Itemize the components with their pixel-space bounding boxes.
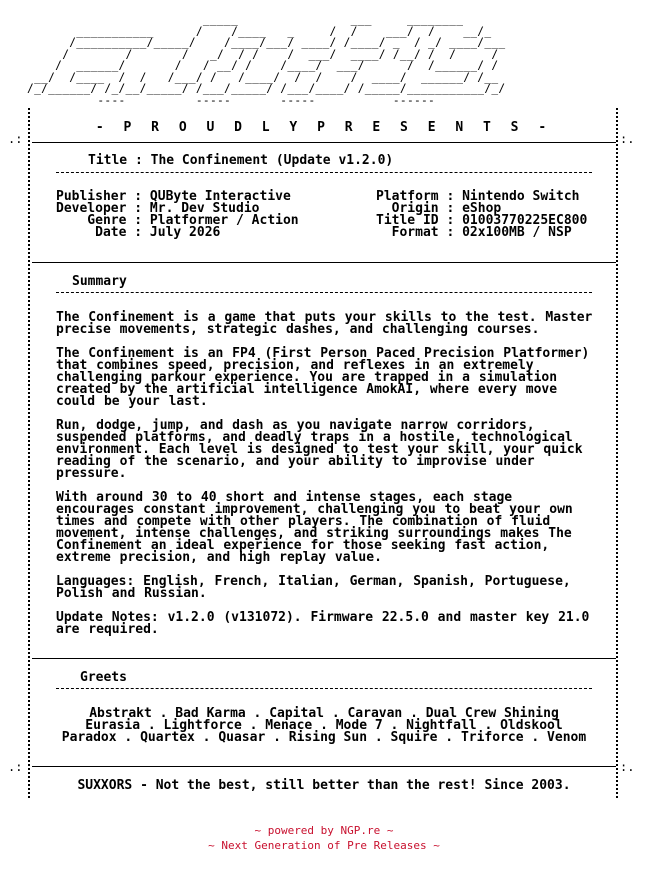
summary-paragraph: With around 30 to 40 short and intense stages, each stage encourages constant improvement, challenging you to beat your own times and compete with other players. The combination of fluid movement, intense challenges, and striking surroundings makes The Confinement an ideal experience for those seeking fast action, extreme precision, and high replay value. <box>56 490 573 565</box>
info-right-2: Title ID : 01003770225EC800 <box>376 213 588 228</box>
group-footer: SUXXORS - Not the best, still better than the rest! Since 2003. <box>77 778 571 793</box>
dashed-divider <box>56 172 592 173</box>
powered-by-link[interactable]: ~ powered by NGP.re ~ <box>254 824 394 837</box>
group-logo-ascii-art <box>20 14 630 108</box>
greets-line: Abstrakt . Bad Karma . Capital . Caravan . Dual Crew Shining <box>89 706 559 721</box>
divider <box>32 658 616 659</box>
dashed-divider <box>56 292 592 293</box>
info-left-0: Publisher : QUByte Interactive <box>56 189 291 204</box>
info-right-0: Platform : Nintendo Switch <box>376 189 580 204</box>
languages-paragraph: Languages: English, French, Italian, German, Spanish, Portuguese, Polish and Russian. <box>56 574 571 601</box>
right-dots-top: :. <box>620 132 635 146</box>
dashed-divider <box>56 688 592 689</box>
left-border <box>28 108 32 798</box>
right-border <box>616 108 620 798</box>
greets-line: Eurasia . Lightforce . Menace . Mode 7 . Nightfall . Oldskool <box>85 718 563 733</box>
powered-tagline: ~ Next Generation of Pre Releases ~ <box>208 839 440 852</box>
logo-art: _____ ___ ________ ___________ / /____ _ / / ___/ / __/_ /__________/_____/ /____/___/ ____/ /____/ _ / _/ ____/___ / / / _/ / / / ___/ ____/ /__/ / / / / ______/ / / __/ / /____/ ___/ / /______/ / __/ /____ / / /___/ / /____/ / / / ____/ ______/ /__ /_/______/ /_/__/_____/ /___/_____/ /___/____/ /_____/___________/_/ ---- ----- ----- ------ <box>27 13 506 107</box>
divider <box>32 142 616 143</box>
right-dots-bottom: :. <box>620 760 635 774</box>
summary-paragraph: The Confinement is an FP4 (First Person Paced Precision Platformer) that combines speed, precision, and reflexes in an extremely challenging parkour experience. You are trapped in a simulation created by the artificial intelligence AmokAI, where every move could be your last. <box>56 346 590 409</box>
summary-paragraph: The Confinement is a game that puts your skills to the test. Master precise movements, strategic dashes, and challenging courses. <box>56 310 593 337</box>
info-left-3: Date : July 2026 <box>56 225 221 240</box>
info-right-3: Format : 02x100MB / NSP <box>376 225 572 240</box>
update-notes-paragraph: Update Notes: v1.2.0 (v131072). Firmware 22.5.0 and master key 21.0 are required. <box>56 610 590 637</box>
presents-banner: - P R O U D L Y P R E S E N T S - <box>95 120 553 135</box>
nfo-frame <box>0 108 648 798</box>
release-title: Title : The Confinement (Update v1.2.0) <box>88 153 394 168</box>
greets-line: Paradox . Quartex . Quasar . Rising Sun . Squire . Triforce . Venom <box>61 730 587 745</box>
divider <box>32 766 616 767</box>
summary-paragraph: Run, dodge, jump, and dash as you navigate narrow corridors, suspended platforms, and deadly traps in a hostile, technological environment. Each level is designed to test your skill, your quick reading of the scenario, and your ability to improvise under pressure. <box>56 418 583 481</box>
greets-heading: Greets <box>80 670 127 685</box>
info-right-1: Origin : eShop <box>376 201 502 216</box>
summary-heading: Summary <box>72 274 127 289</box>
info-left-2: Genre : Platformer / Action <box>56 213 299 228</box>
left-dots-top: .: <box>8 132 23 146</box>
info-left-1: Developer : Mr. Dev Studio <box>56 201 260 216</box>
left-dots-bottom: .: <box>8 760 23 774</box>
divider <box>32 262 616 263</box>
